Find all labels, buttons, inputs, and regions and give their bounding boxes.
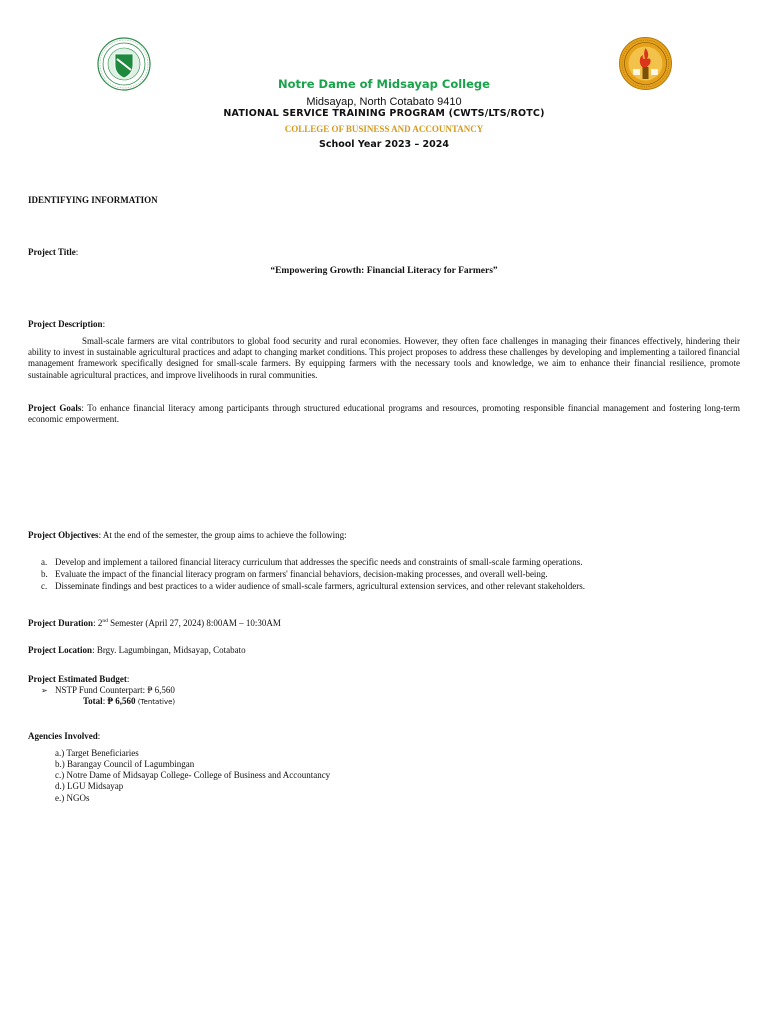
objective-item-a — [41, 557, 47, 568]
agency-text: LGU Midsayap — [67, 781, 124, 791]
agency-marker: a.) — [55, 748, 65, 758]
project-title: “Empowering Growth: Financial Literacy for Farmers” — [270, 266, 498, 276]
school-name: Notre Dame of Midsayap College — [278, 77, 490, 91]
program-title: NATIONAL SERVICE TRAINING PROGRAM (CWTS/LTS/ROTC) — [223, 108, 545, 119]
project-objectives-intro: At the end of the semester, the group aims to achieve the following: — [102, 530, 347, 540]
duration-text: Semester (April 27, 2024) 8:00AM – 10:30AM — [107, 618, 281, 628]
project-title-label-row: Project Title: — [28, 247, 79, 257]
school-address: Midsayap, North Cotabato 9410 — [306, 96, 462, 108]
section-heading-identifying: IDENTIFYING INFORMATION — [28, 195, 158, 205]
project-budget-row: Project Estimated Budget: — [28, 674, 130, 684]
college-department: COLLEGE OF BUSINESS AND ACCOUNTANCY — [284, 124, 484, 134]
objective-text-b: Evaluate the impact of the financial literacy program on farmers' financial behaviors, decision-making processes, and overall well-being. — [55, 569, 548, 579]
budget-total-label: Total — [83, 696, 103, 706]
school-year: School Year 2023 – 2024 — [319, 139, 449, 150]
project-goals-text: To enhance financial literacy among participants through structured educational programs and resources, promoting responsible financial management and fostering long-term economic empowerment. — [28, 403, 740, 425]
objective-item-b — [41, 569, 48, 580]
objective-text-a: Develop and implement a tailored financial literacy curriculum that addresses the specific needs and constraints of small-scale farming operations. — [55, 557, 583, 567]
agency-text: Barangay Council of Lagumbingan — [67, 759, 195, 769]
agency-text: Notre Dame of Midsayap College- College of Business and Accountancy — [66, 770, 331, 780]
objective-marker: c. — [41, 581, 48, 591]
agency-item-d — [55, 781, 123, 792]
agency-item-b — [55, 759, 194, 770]
agency-marker: b.) — [55, 759, 65, 769]
objective-marker: a. — [41, 557, 48, 567]
project-description-text: Small-scale farmers are vital contributors to global food security and rural economies. However, they often face challenges in managing their finances effectively, hindering their ability to invest in sustainable agricultural practices and adapt to changing market conditions. This project proposes to address these challenges by developing and implementing a tailored financial management framework specifically designed for small-scale farmers. By equipping farmers with the necessary tools and knowledge, we aim to enhance their financial resilience, promote sustainable agricultural practices, and improve livelihoods in rural communities. — [28, 336, 740, 380]
duration-ordinal: 2 — [97, 618, 103, 628]
agency-marker: d.) — [55, 781, 65, 791]
objective-text-c: Disseminate findings and best practices to a wider audience of small-scale farmers, agricultural extension services, and other relevant stakeholders. — [55, 581, 586, 591]
project-budget-label: Project Estimated Budget — [28, 674, 127, 684]
project-duration-label: Project Duration — [28, 618, 94, 628]
budget-total-value: ₱ 6,560 — [107, 696, 136, 706]
project-goals-label: Project Goals — [28, 403, 82, 413]
budget-total-row: Total: ₱ 6,560 (Tentative) — [83, 696, 176, 706]
project-title-label: Project Title — [28, 247, 76, 257]
project-goals-paragraph: Project Goals: To enhance financial literacy among participants through structured educational programs and resources, promoting responsible financial management and fostering long-term economic empowerment. — [28, 403, 740, 425]
agencies-row: Agencies Involved: — [28, 731, 101, 741]
agency-item-e — [55, 793, 90, 804]
objective-marker: b. — [41, 569, 48, 579]
agency-text: Target Beneficiaries — [66, 748, 139, 758]
project-objectives-label: Project Objectives — [28, 530, 99, 540]
agency-text: NGOs — [66, 793, 90, 803]
project-location-row: Project Location: Brgy. Lagumbingan, Midsayap, Cotabato — [28, 645, 246, 655]
budget-item: NSTP Fund Counterpart: ₱ 6,560 — [55, 685, 175, 695]
agency-marker: e.) — [55, 793, 65, 803]
project-location-label: Project Location — [28, 645, 93, 655]
agency-marker: c.) — [55, 770, 65, 780]
project-objectives-row: Project Objectives: At the end of the semester, the group aims to achieve the following: — [28, 530, 347, 540]
agency-item-c — [55, 770, 330, 781]
arrow-bullet-icon: ➢ — [41, 686, 48, 695]
objective-item-c — [41, 581, 47, 592]
agencies-label: Agencies Involved — [28, 731, 98, 741]
project-description-label-row: Project Description: — [28, 319, 106, 329]
agency-item-a — [55, 748, 139, 759]
duration-ordinal-suffix: nd — [102, 618, 108, 624]
project-duration-row: Project Duration: 2nd Semester (April 27, 2024) 8:00AM – 10:30AM — [28, 618, 281, 628]
project-location-text: Brgy. Lagumbingan, Midsayap, Cotabato — [96, 645, 246, 655]
project-description-label: Project Description — [28, 319, 103, 329]
budget-total-note: (Tentative) — [137, 698, 176, 706]
